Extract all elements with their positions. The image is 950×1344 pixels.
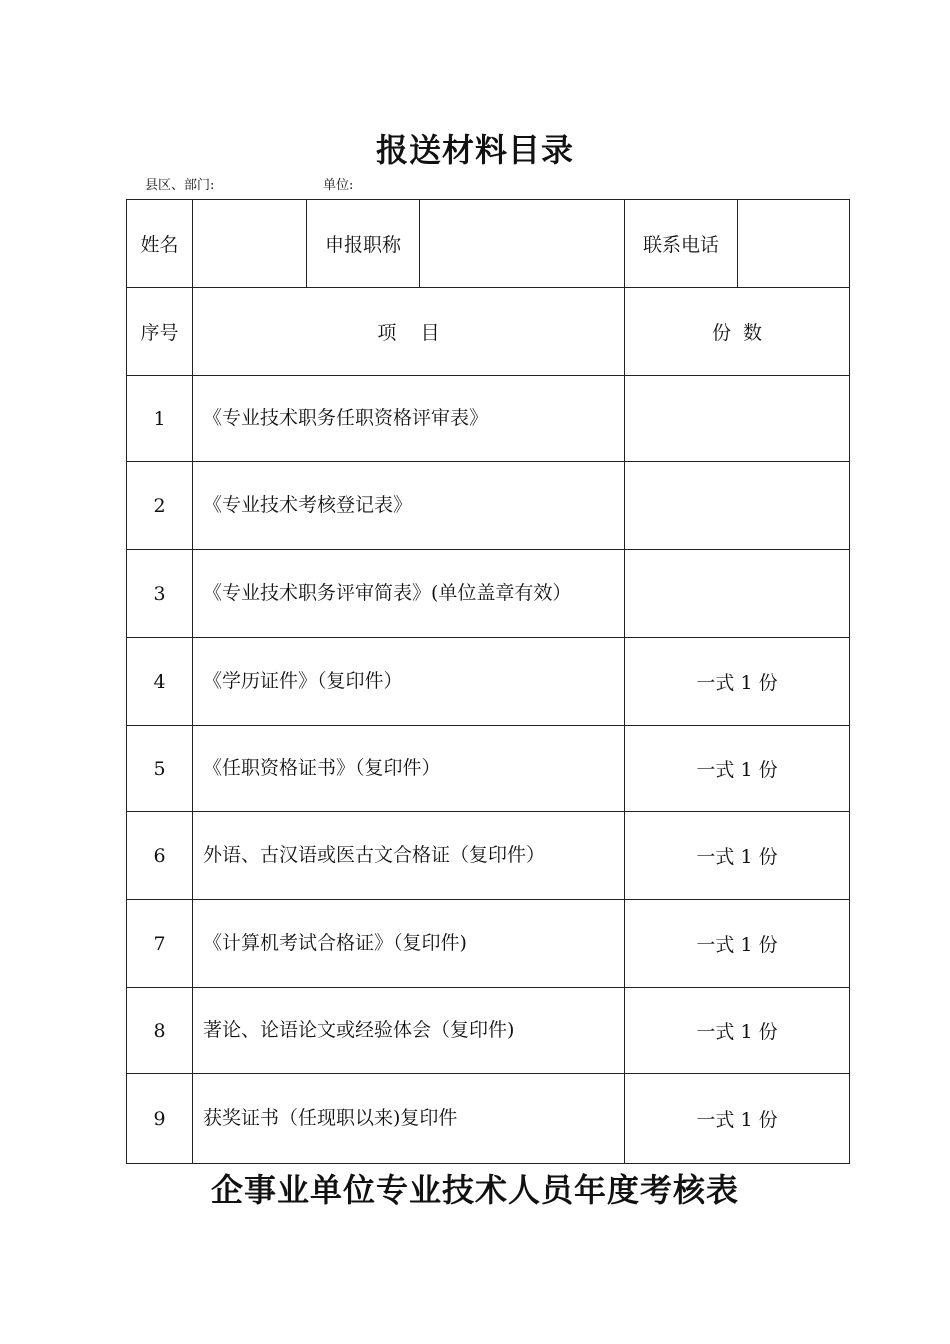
copies-header: 份 数 <box>625 288 850 376</box>
row-item: 《专业技术职务评审简表》(单位盖章有效） <box>193 550 625 638</box>
column-header-row <box>127 288 850 376</box>
table-row <box>127 1074 850 1164</box>
row-seq: 1 <box>127 376 193 462</box>
row-item: 《计算机考试合格证》（复印件) <box>193 900 625 988</box>
row-seq: 2 <box>127 462 193 550</box>
row-copies: 一式 1 份 <box>625 812 850 900</box>
table-row <box>127 726 850 812</box>
table-row <box>127 988 850 1074</box>
row-copies: 一式 1 份 <box>625 726 850 812</box>
row-item: 获奖证书（任现职以来)复印件 <box>193 1074 625 1164</box>
row-copies <box>625 376 850 462</box>
row-seq: 3 <box>127 550 193 638</box>
table-row <box>127 812 850 900</box>
row-copies: 一式 1 份 <box>625 638 850 726</box>
row-seq: 5 <box>127 726 193 812</box>
row-seq: 4 <box>127 638 193 726</box>
item-header: 项 目 <box>193 288 625 376</box>
row-copies <box>625 462 850 550</box>
row-item: 《专业技术职务任职资格评审表》 <box>193 376 625 462</box>
meta-line <box>145 176 354 196</box>
row-seq: 6 <box>127 812 193 900</box>
row-copies <box>625 550 850 638</box>
page-title: 报送材料目录 <box>375 131 574 169</box>
row-copies: 一式 1 份 <box>625 988 850 1074</box>
table-row <box>127 550 850 638</box>
phone-label: 联系电话 <box>625 200 738 288</box>
seq-header: 序号 <box>127 288 193 376</box>
row-item: 外语、古汉语或医古文合格证（复印件） <box>193 812 625 900</box>
title-value-cell <box>420 200 625 288</box>
row-item: 著论、论语论文或经验体会（复印件) <box>193 988 625 1074</box>
row-item: 《任职资格证书》（复印件） <box>193 726 625 812</box>
phone-value-cell <box>738 200 850 288</box>
row-item: 《学历证件》（复印件） <box>193 638 625 726</box>
row-seq: 7 <box>127 900 193 988</box>
name-value-cell <box>193 200 307 288</box>
county-department-label: 县区、部门: <box>145 178 215 193</box>
applicant-info-row <box>127 200 850 288</box>
table-row <box>127 376 850 462</box>
row-item: 《专业技术考核登记表》 <box>193 462 625 550</box>
table-row <box>127 462 850 550</box>
table-row <box>127 638 850 726</box>
table-row <box>127 900 850 988</box>
row-copies: 一式 1 份 <box>625 900 850 988</box>
materials-table <box>126 199 850 1164</box>
name-label: 姓名 <box>127 200 193 288</box>
row-seq: 8 <box>127 988 193 1074</box>
unit-label: 单位: <box>323 178 354 193</box>
next-section-title: 企事业单位专业技术人员年度考核表 <box>210 1171 739 1209</box>
row-copies: 一式 1 份 <box>625 1074 850 1164</box>
row-seq: 9 <box>127 1074 193 1164</box>
title-label: 申报职称 <box>307 200 420 288</box>
